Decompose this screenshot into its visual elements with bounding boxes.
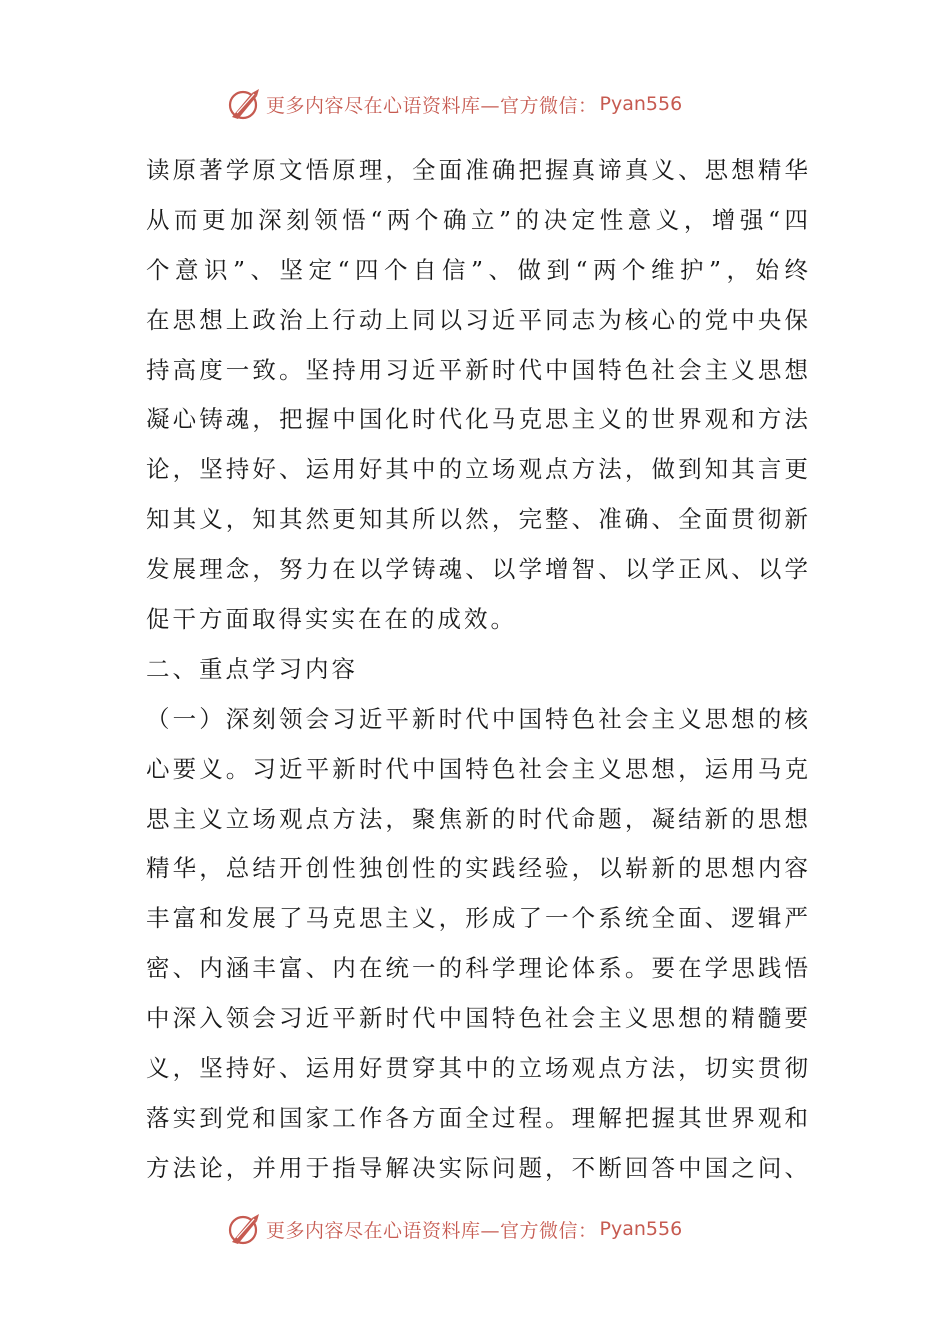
header-banner xyxy=(228,86,748,122)
body-line: 论，坚持好、运用好其中的立场观点方法，做到知其言更 xyxy=(146,455,808,484)
pen-logo-icon xyxy=(228,87,262,121)
body-line: 密、内涵丰富、内在统一的科学理论体系。要在学思践悟 xyxy=(146,954,808,983)
body-line: 丰富和发展了马克思主义，形成了一个系统全面、逻辑严 xyxy=(146,904,808,933)
body-line: 个意识”、坚定“四个自信”、做到“两个维护”，始终 xyxy=(146,255,808,284)
body-line: 义，坚持好、运用好贯穿其中的立场观点方法，切实贯彻 xyxy=(146,1054,808,1083)
section-heading: 二、重点学习内容 xyxy=(146,654,358,683)
body-line: （一）深刻领会习近平新时代中国特色社会主义思想的核 xyxy=(146,704,808,733)
pen-logo-icon xyxy=(228,1212,262,1246)
footer-banner-contact: Pyan556 xyxy=(599,1218,683,1240)
body-line: 落实到党和国家工作各方面全过程。理解把握其世界观和 xyxy=(146,1103,808,1132)
body-line: 知其义，知其然更知其所以然，完整、准确、全面贯彻新 xyxy=(146,505,808,534)
body-line: 持高度一致。坚持用习近平新时代中国特色社会主义思想 xyxy=(146,355,808,384)
footer-banner-text: 更多内容尽在心语资料库—官方微信： xyxy=(266,1219,598,1242)
body-line: 从而更加深刻领悟“两个确立”的决定性意义，增强“四 xyxy=(146,205,808,234)
body-line: 促干方面取得实实在在的成效。 xyxy=(146,605,517,634)
body-line: 思主义立场观点方法，聚焦新的时代命题，凝结新的思想 xyxy=(146,804,808,833)
body-line: 方法论，并用于指导解决实际问题，不断回答中国之问、 xyxy=(146,1153,808,1182)
body-line: 心要义。习近平新时代中国特色社会主义思想，运用马克 xyxy=(146,754,808,783)
header-banner-text: 更多内容尽在心语资料库—官方微信： xyxy=(266,94,598,117)
body-line: 凝心铸魂，把握中国化时代化马克思主义的世界观和方法 xyxy=(146,405,808,434)
header-banner-contact: Pyan556 xyxy=(599,93,683,115)
body-line: 中深入领会习近平新时代中国特色社会主义思想的精髓要 xyxy=(146,1004,808,1033)
body-line: 精华，总结开创性独创性的实践经验，以崭新的思想内容 xyxy=(146,854,808,883)
footer-banner xyxy=(228,1211,748,1247)
body-line: 发展理念，努力在以学铸魂、以学增智、以学正风、以学 xyxy=(146,555,808,584)
document-body xyxy=(146,146,808,1194)
body-line: 在思想上政治上行动上同以习近平同志为核心的党中央保 xyxy=(146,305,808,334)
body-line: 读原著学原文悟原理，全面准确把握真谛真义、思想精华 xyxy=(146,156,808,184)
